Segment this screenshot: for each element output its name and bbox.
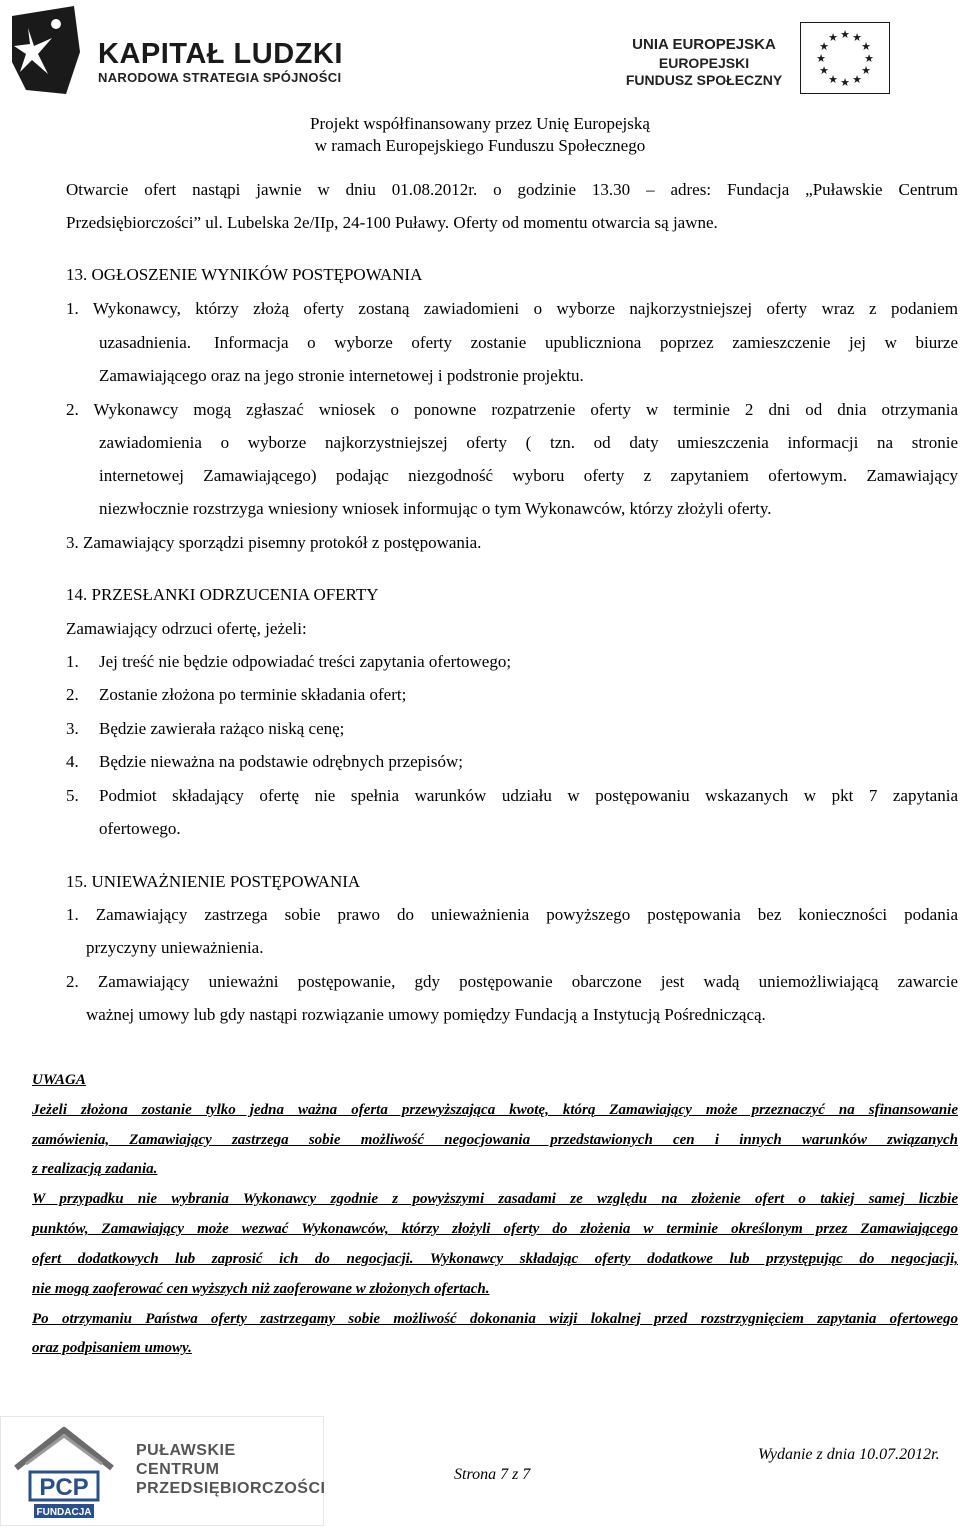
pcp-name-line2: CENTRUM [136,1461,220,1478]
uwaga-line6: ofert dodatkowych lub zaprosić ich do negocjacji. Wykonawcy składając oferty dodatkowe lub przystępując do negocjacji, [32,1251,958,1267]
eu-stars-icon [800,22,890,94]
opening-line2: Przedsiębiorczości” ul. Lubelska 2e/IIp, 24-100 Puławy. Oferty od momentu otwarcia są jawne. [66,213,718,232]
s14-item5-num: 5. [66,786,79,805]
s14-item5-text: Podmiot składający ofertę nie spełnia warunków udziału w postępowaniu wskazanych w pkt 7 zapytania [99,786,958,805]
svg-text:★: ★ [852,31,862,44]
s14-item1-text: Jej treść nie będzie odpowiadać treści zapytania ofertowego; [99,652,512,671]
s13-p2-line1: 2. Wykonawcy mogą zgłaszać wniosek o ponowne rozpatrzenie oferty w terminie 2 dni od dnia otrzymania [66,400,958,419]
svg-text:★: ★ [819,64,829,77]
svg-text:★: ★ [816,52,826,65]
svg-text:★: ★ [861,40,871,53]
s13-p1-line2a: uzasadnienia. [99,333,192,352]
uwaga-line9: oraz podpisaniem umowy. [32,1340,192,1356]
svg-text:★: ★ [828,31,838,44]
eu-flag [800,22,890,94]
s14-item4-text: Będzie nieważna na podstawie odrębnych przepisów; [99,752,463,771]
svg-text:★: ★ [840,28,850,41]
uwaga-line4: W przypadku nie wybrania Wykonawcy zgodnie z powyższymi zasadami ze względu na złożenie ofert o takiej samej liczbie [32,1191,958,1207]
svg-text:★: ★ [840,76,850,89]
section-14-heading: 14. PRZESŁANKI ODRZUCENIA OFERTY [66,585,379,604]
project-cofinancing-line2: w ramach Europejskiego Funduszu Społecznego [314,136,646,155]
kapital-ludzki-logo [4,6,94,96]
s14-item1-num: 1. [66,652,79,671]
kapital-ludzki-emblem-icon [4,6,94,96]
pcp-name-line3: PRZEDSIĘBIORCZOŚCI [136,1480,326,1497]
svg-text:★: ★ [864,52,874,65]
uwaga-line2: zamówienia, Zamawiający zastrzega sobie możliwość negocjowania przedstawionych cen i innych warunków związanych [32,1132,958,1148]
s13-p2-line3: internetowej Zamawiającego) podając niezgodność wyboru oferty z zapytaniem ofertowym. Zamawiający [99,466,958,485]
s15-p1-line1: 1. Zamawiający zastrzega sobie prawo do unieważnienia powyższego postępowania bez konieczności podania [66,905,958,924]
s13-p3: 3. Zamawiający sporządzi pisemny protokół z postępowania. [66,533,482,552]
s13-p1-line2b: Informacja o wyborze oferty zostanie upubliczniona poprzez zamieszczenie jej w biurze [214,333,958,352]
pcp-name-line1: PUŁAWSKIE [136,1442,236,1459]
edition-date: Wydanie z dnia 10.07.2012r. [758,1446,940,1463]
uwaga-line8: Po otrzymaniu Państwa oferty zastrzegamy sobie możliwość dokonania wizji lokalnej przed rozstrzygnięciem zapytania ofertowego [32,1311,958,1327]
uwaga-title: UWAGA [32,1072,86,1088]
uwaga-line3: z realizacją zadania. [32,1161,158,1177]
s14-item3-text: Będzie zawierała rażąco niską cenę; [99,719,345,738]
s14-item3-num: 3. [66,719,79,738]
svg-text:★: ★ [828,73,838,86]
s15-p2-line1: 2. Zamawiający unieważni postępowanie, gdy postępowanie obarczone jest wadą uniemożliwiającą zawarcie [66,972,958,991]
svg-text:★: ★ [852,73,862,86]
kapital-ludzki-title: KAPITAŁ LUDZKI [98,38,343,70]
s14-item2-text: Zostanie złożona po terminie składania ofert; [99,685,407,704]
s14-intro: Zamawiający odrzuci ofertę, jeżeli: [66,619,307,638]
ue-logo-line3: FUNDUSZ SPOŁECZNY [625,72,783,88]
project-cofinancing-line1: Projekt współfinansowany przez Unię Europejską [310,114,650,133]
svg-text:★: ★ [819,40,829,53]
pcp-house-icon [8,1420,120,1520]
uwaga-line5: punktów, Zamawiający może wezwać Wykonawców, którzy złożyli oferty do złożenia w terminie określonym przez Zamawiającego [32,1221,958,1237]
kapital-ludzki-subtitle: NARODOWA STRATEGIA SPÓJNOŚCI [98,70,342,85]
svg-text:PCP: PCP [39,1474,89,1501]
page-number: Strona 7 z 7 [454,1466,531,1483]
s15-p1-line2: przyczyny unieważnienia. [86,938,264,957]
opening-line1: Otwarcie ofert nastąpi jawnie w dniu 01.08.2012r. o godzinie 13.30 – adres: Fundacja „Puławskie Centrum [66,180,958,199]
svg-text:★: ★ [861,64,871,77]
s13-p2-line4: niezwłocznie rozstrzyga wniesiony wniosek informując o tym Wykonawców, którzy złożyli oferty. [99,499,772,518]
ue-logo-line1: UNIA EUROPEJSKA [632,36,776,53]
s13-p2-line2: zawiadomienia o wyborze najkorzystniejszej oferty ( tzn. od daty umieszczenia informacji na stronie [99,433,958,452]
ue-logo-line2: EUROPEJSKI [658,55,750,71]
s13-p1-line3: Zamawiającego oraz na jego stronie internetowej i podstronie projektu. [99,366,584,385]
s14-item2-num: 2. [66,685,79,704]
section-15-heading: 15. UNIEWAŻNIENIE POSTĘPOWANIA [66,872,361,891]
section-13-heading: 13. OGŁOSZENIE WYNIKÓW POSTĘPOWANIA [66,265,423,284]
pcp-fundacja-logo [8,1420,120,1520]
s13-p1-line1: 1. Wykonawcy, którzy złożą oferty zostaną zawiadomieni o wyborze najkorzystniejszej oferty wraz z podaniem [66,299,958,318]
s15-p2-line2: ważnej umowy lub gdy nastąpi rozwiązanie umowy pomiędzy Fundacją a Instytucją Pośredniczącą. [86,1005,766,1024]
s14-item4-num: 4. [66,752,79,771]
uwaga-line7: nie mogą zaoferować cen wyższych niż zaoferowane w złożonych ofertach. [32,1281,490,1297]
svg-text:FUNDACJA: FUNDACJA [36,1507,92,1518]
uwaga-line1: Jeżeli złożona zostanie tylko jedna ważna oferta przewyższająca kwotę, którą Zamawiający może przeznaczyć na sfinansowanie [32,1102,958,1118]
s14-item5-cont: ofertowego. [99,819,181,838]
